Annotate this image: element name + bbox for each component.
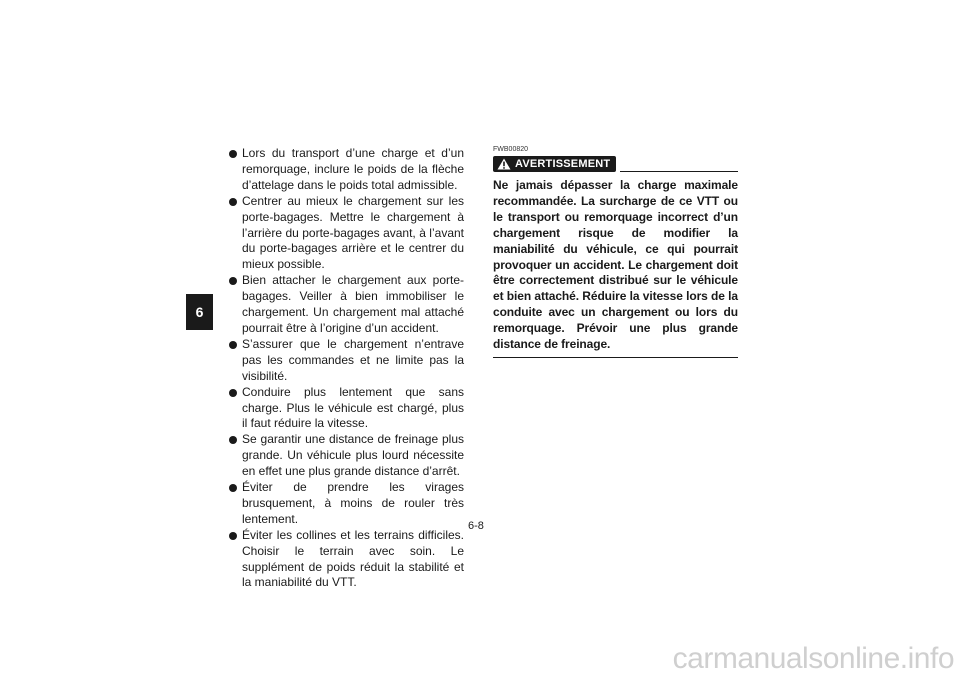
bullet-item: Centrer au mieux le chargement sur les porte-bagages. Mettre le chargement à l’arrière du porte-bagages avant, à l’avant du porte-bagages arrière et le centrer du mieux possible. — [228, 194, 464, 274]
warning-box — [493, 146, 738, 358]
warning-rule — [620, 171, 738, 172]
bullet-item: Se garantir une distance de freinage plus grande. Un véhicule plus lourd nécessite en effet une plus grande distance d’arrêt. — [228, 432, 464, 480]
bullet-item: Bien attacher le chargement aux porte-bagages. Veiller à bien immobiliser le chargement. Un chargement mal attaché pourrait être à l’origine d’un accident. — [228, 273, 464, 337]
bullet-dot-icon — [229, 532, 237, 540]
bullet-dot-icon — [229, 436, 237, 444]
bullet-dot-icon — [229, 341, 237, 349]
bullet-dot-icon — [229, 150, 237, 158]
warning-header — [493, 156, 738, 172]
safety-bullet-list — [228, 146, 464, 591]
chapter-tab — [186, 294, 213, 330]
warning-text: Ne jamais dépasser la charge maximale recommandée. La surcharge de ce VTT ou le transport ou remorquage incorrect d’un chargement risque de modifier la maniabilité du véhicule, ce qui pourrait provoquer un accident. Le chargement doit être correctement distribué sur le véhicule et bien attaché. Réduire la vitesse lors de la conduite avec un chargement ou lors du remorquage. Prévoir une plus grande distance de freinage. — [493, 178, 738, 352]
warning-badge — [493, 156, 616, 172]
bullet-item: Éviter les collines et les terrains difficiles. Choisir le terrain avec soin. Le supplément de poids réduit la stabilité et la maniabilité du VTT. — [228, 528, 464, 592]
warning-label: AVERTISSEMENT — [515, 158, 611, 170]
bullet-dot-icon — [229, 389, 237, 397]
bullet-item: Éviter de prendre les virages brusquement, à moins de rouler très lentement. — [228, 480, 464, 528]
warning-triangle-icon — [497, 158, 511, 170]
page-number: 6-8 — [468, 520, 484, 532]
warning-code: FWB00820 — [493, 146, 529, 153]
bullet-item: Lors du transport d’une charge et d’un remorquage, inclure le poids de la flèche d’attelage dans le poids total admissible. — [228, 146, 464, 194]
bullet-dot-icon — [229, 198, 237, 206]
bullet-item: Conduire plus lentement que sans charge. Plus le véhicule est chargé, plus il faut réduire la vitesse. — [228, 385, 464, 433]
bullet-dot-icon — [229, 277, 237, 285]
bullet-item: S’assurer que le chargement n’entrave pas les commandes et ne limite pas la visibilité. — [228, 337, 464, 385]
watermark: carmanualsonline.info — [672, 642, 954, 675]
warning-bottom-rule — [493, 357, 738, 358]
bullet-dot-icon — [229, 484, 237, 492]
chapter-number: 6 — [195, 304, 204, 320]
